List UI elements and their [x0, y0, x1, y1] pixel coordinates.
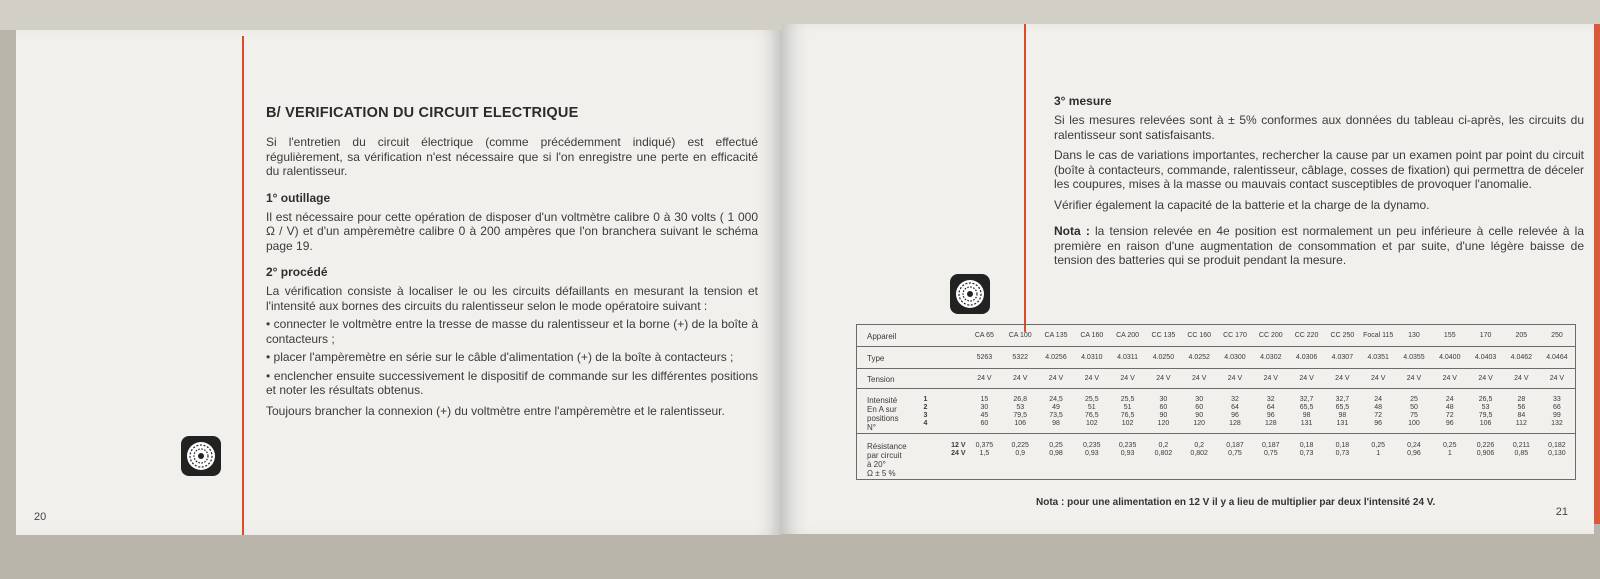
cell-appareil: CC 250 — [1324, 325, 1360, 347]
cell-tension: 24 V — [1289, 369, 1325, 389]
cell-type: 4.0403 — [1468, 347, 1504, 369]
cell-intensite: 25,5 51 76,5 102 — [1110, 389, 1146, 434]
cell-type: 4.0310 — [1074, 347, 1110, 369]
spec-table — [856, 324, 1576, 480]
cell-tension: 24 V — [1074, 369, 1110, 389]
cell-resistance: 0,2 0,802 — [1190, 442, 1208, 457]
cell-appareil: CC 200 — [1253, 325, 1289, 347]
row-type — [857, 347, 1576, 369]
cell-tension: 24 V — [1468, 369, 1504, 389]
cell-resistance: 0,235 0,93 — [1118, 442, 1137, 457]
cell-type: 4.0355 — [1396, 347, 1432, 369]
cell-type: 4.0252 — [1181, 347, 1217, 369]
final-paragraph: Toujours brancher la connexion (+) du voltmètre entre l'ampèremètre et le ralentisseur. — [266, 403, 725, 418]
cell-type: 4.0400 — [1432, 347, 1468, 369]
cell-type: 4.0464 — [1539, 347, 1575, 369]
cell-appareil: 170 — [1468, 325, 1504, 347]
mesure-paragraph-3: Vérifier également la capacité de la batterie et la charge de la dynamo. — [1054, 197, 1430, 212]
cell-resistance: 0,25 0,98 — [1049, 442, 1063, 457]
cell-resistance: 0,187 0,75 — [1226, 442, 1244, 457]
cell-spacer — [933, 389, 967, 434]
procede-paragraph: La vérification consiste à localiser le ou les circuits défaillants en mesurant la tension et l'intensité aux bornes des circuits du ralentisseur selon le mode opératoire suivant : — [266, 284, 758, 313]
cell-resistance: 0,25 1 — [1371, 442, 1385, 457]
cell-tension: 24 V — [1253, 369, 1289, 389]
label-type: Type — [857, 347, 967, 369]
voltage-labels: 12 V 24 V — [951, 442, 966, 457]
row-intensite — [857, 389, 1576, 434]
step-item: • placer l'ampèremètre en série sur le câble d'alimentation (+) de la boîte à contacteurs ; — [266, 350, 734, 364]
cell-appareil: CC 170 — [1217, 325, 1253, 347]
cell-resistance: 0,226 0,906 — [1476, 442, 1495, 457]
cell-type: 5263 — [967, 347, 1003, 369]
cell-type: 4.0306 — [1289, 347, 1325, 369]
cell-resistance: 0,18 0,73 — [1335, 442, 1350, 457]
cell-intensite: 30 60 90 120 — [1146, 389, 1182, 434]
mesure-paragraph-1: Si les mesures relevées sont à ± 5% conformes aux données du tableau ci-après, les circuits du ralentisseur sont satisfaisants. — [1054, 113, 1584, 142]
right-content — [1054, 94, 1584, 268]
cell-spacer — [933, 325, 967, 347]
cell-appareil: CA 160 — [1074, 325, 1110, 347]
cell-resistance: 0,25 1 — [1442, 442, 1457, 457]
cell-resistance: 0,187 0,75 — [1262, 442, 1280, 457]
cell-appareil: 250 — [1539, 325, 1575, 347]
mesure-paragraph-2: Dans le cas de variations importantes, rechercher la cause par un examen point par point du circuit (boîte à contacteurs, commande, ralentisseur, câblage, cosses de fixation) qui permettra de déceler les coupures, mises à la masse ou mauvais contact susceptibles de provoquer l'anomalie. — [1054, 148, 1584, 191]
page-edge — [1594, 24, 1600, 524]
step-item: • connecter le voltmètre entre la tresse de masse du ralentisseur et la borne (+) de la boîte à contacteurs ; — [266, 317, 758, 346]
cell-intensite: 32,7 65,5 98 131 — [1289, 389, 1325, 434]
left-content — [266, 105, 758, 418]
cell-tension: 24 V — [1396, 369, 1432, 389]
intro-paragraph: Si l'entretien du circuit électrique (comme précédemment indiqué) est effectué régulièrement, sa vérification n'est nécessaire que si l'on enregistre une perte en efficacité du ralentisseur. — [266, 135, 758, 178]
cell-appareil: 130 — [1396, 325, 1432, 347]
cell-tension: 24 V — [1181, 369, 1217, 389]
cell-type: 4.0256 — [1038, 347, 1074, 369]
cell-tension: 24 V — [1038, 369, 1074, 389]
cell-tension: 24 V — [1503, 369, 1539, 389]
cell-tension: 24 V — [967, 369, 1003, 389]
cell-appareil: 155 — [1432, 325, 1468, 347]
cell-appareil: 205 — [1503, 325, 1539, 347]
cell-intensite: 30 60 90 120 — [1181, 389, 1217, 434]
section-title: B/ VERIFICATION DU CIRCUIT ELECTRIQUE — [266, 105, 579, 121]
cell-type: 4.0250 — [1146, 347, 1182, 369]
cell-resistance: 0,24 0,96 — [1407, 442, 1421, 457]
cell-resistance: 0,375 1,5 — [975, 442, 994, 457]
brand-logo-icon — [181, 436, 221, 476]
cell-resistance: 0,225 0,9 — [1011, 442, 1029, 457]
cell-resistance: 0,211 0,85 — [1512, 442, 1530, 457]
cell-type: 5322 — [1002, 347, 1038, 369]
cell-intensite: 26,5 53 79,5 106 — [1468, 389, 1504, 434]
cell-resistance: 0,182 0,130 — [1548, 442, 1566, 457]
page-number-right: 21 — [1555, 506, 1568, 518]
cell-intensite: 32 64 96 128 — [1217, 389, 1253, 434]
step-item: • enclencher ensuite successivement le dispositif de commande sur les différentes positions et noter les résultats obtenus. — [266, 368, 758, 397]
cell-tension: 24 V — [1146, 369, 1182, 389]
cell-tension: 24 V — [1217, 369, 1253, 389]
cell-spacer — [919, 434, 933, 480]
cell-tension: 24 V — [1432, 369, 1468, 389]
cell-appareil: CA 200 — [1110, 325, 1146, 347]
nota-text: la tension relevée en 4e position est normalement un peu inférieure à celle relevée à la première en raison d'une augmentation de consommation et par suite, d'une légère baisse de tension des batteries qui se produit pendant la mesure. — [1054, 224, 1584, 267]
nota-paragraph — [1054, 224, 1584, 268]
cell-tension: 24 V — [1539, 369, 1575, 389]
label-resistance: Résistance par circuit à 20° Ω ± 5 % — [867, 442, 907, 478]
cell-intensite: 28 56 84 112 — [1503, 389, 1539, 434]
cell-resistance: 0,235 0,93 — [1083, 442, 1101, 457]
row-appareil — [857, 325, 1576, 347]
row-resistance — [857, 434, 1576, 480]
brand-logo-icon — [950, 274, 990, 314]
cell-intensite: 32,7 65,5 98 131 — [1324, 389, 1360, 434]
cell-intensite: 24 48 72 96 — [1432, 389, 1468, 434]
cell-intensite: 25,5 51 76,5 102 — [1074, 389, 1110, 434]
outillage-heading: 1° outillage — [266, 190, 331, 205]
cell-intensite: 24 48 72 96 — [1360, 389, 1396, 434]
outillage-paragraph: Il est nécessaire pour cette opération de disposer d'un voltmètre calibre 0 à 30 volts ( 1 000 Ω / V) et d'un ampèremètre calibre 0 à 200 ampères que l'on branchera suivant le schéma page 19. — [266, 209, 758, 253]
row-tension — [857, 369, 1576, 389]
right-margin-rule — [1024, 24, 1026, 332]
cell-tension: 24 V — [1324, 369, 1360, 389]
cell-intensite: 25 50 75 100 — [1396, 389, 1432, 434]
nota-label: Nota : — [1054, 224, 1090, 238]
cell-appareil: CA 100 — [1002, 325, 1038, 347]
cell-appareil: CA 135 — [1038, 325, 1074, 347]
cell-intensite: 15 30 45 60 — [967, 389, 1003, 434]
cell-tension: 24 V — [1002, 369, 1038, 389]
cell-type: 4.0351 — [1360, 347, 1396, 369]
cell-intensite: 26,8 53 79,5 106 — [1002, 389, 1038, 434]
cell-intensite: 33 66 99 132 — [1539, 389, 1575, 434]
procede-heading: 2° procédé — [266, 265, 328, 279]
cell-resistance: 0,2 0,802 — [1154, 442, 1173, 457]
mesure-heading: 3° mesure — [1054, 94, 1112, 108]
cell-intensite: 24,5 49 73,5 98 — [1038, 389, 1074, 434]
label-tension: Tension — [857, 369, 967, 389]
cell-intensite: 32 64 96 128 — [1253, 389, 1289, 434]
cell-appareil: CC 160 — [1181, 325, 1217, 347]
cell-tension: 24 V — [1360, 369, 1396, 389]
page-number-left: 20 — [34, 511, 47, 523]
cell-resistance: 0,18 0,73 — [1299, 442, 1314, 457]
bottom-nota: Nota : pour une alimentation en 12 V il y a lieu de multiplier par deux l'intensité 24 V. — [1036, 497, 1436, 508]
left-margin-rule — [242, 36, 244, 535]
positions-column: 1 2 3 4 — [919, 389, 933, 434]
cell-appareil: CC 135 — [1146, 325, 1182, 347]
cell-tension: 24 V — [1110, 369, 1146, 389]
cell-type: 4.0311 — [1110, 347, 1146, 369]
cell-type: 4.0302 — [1253, 347, 1289, 369]
cell-appareil: CC 220 — [1289, 325, 1325, 347]
left-page — [16, 30, 782, 535]
right-page — [782, 24, 1594, 534]
cell-appareil: Focal 115 — [1360, 325, 1396, 347]
cell-type: 4.0300 — [1217, 347, 1253, 369]
cell-type: 4.0462 — [1503, 347, 1539, 369]
cell-type: 4.0307 — [1324, 347, 1360, 369]
label-intensite: Intensité En A sur positions N° — [857, 389, 919, 434]
label-appareil: Appareil — [857, 325, 933, 347]
cell-appareil: CA 65 — [967, 325, 1003, 347]
